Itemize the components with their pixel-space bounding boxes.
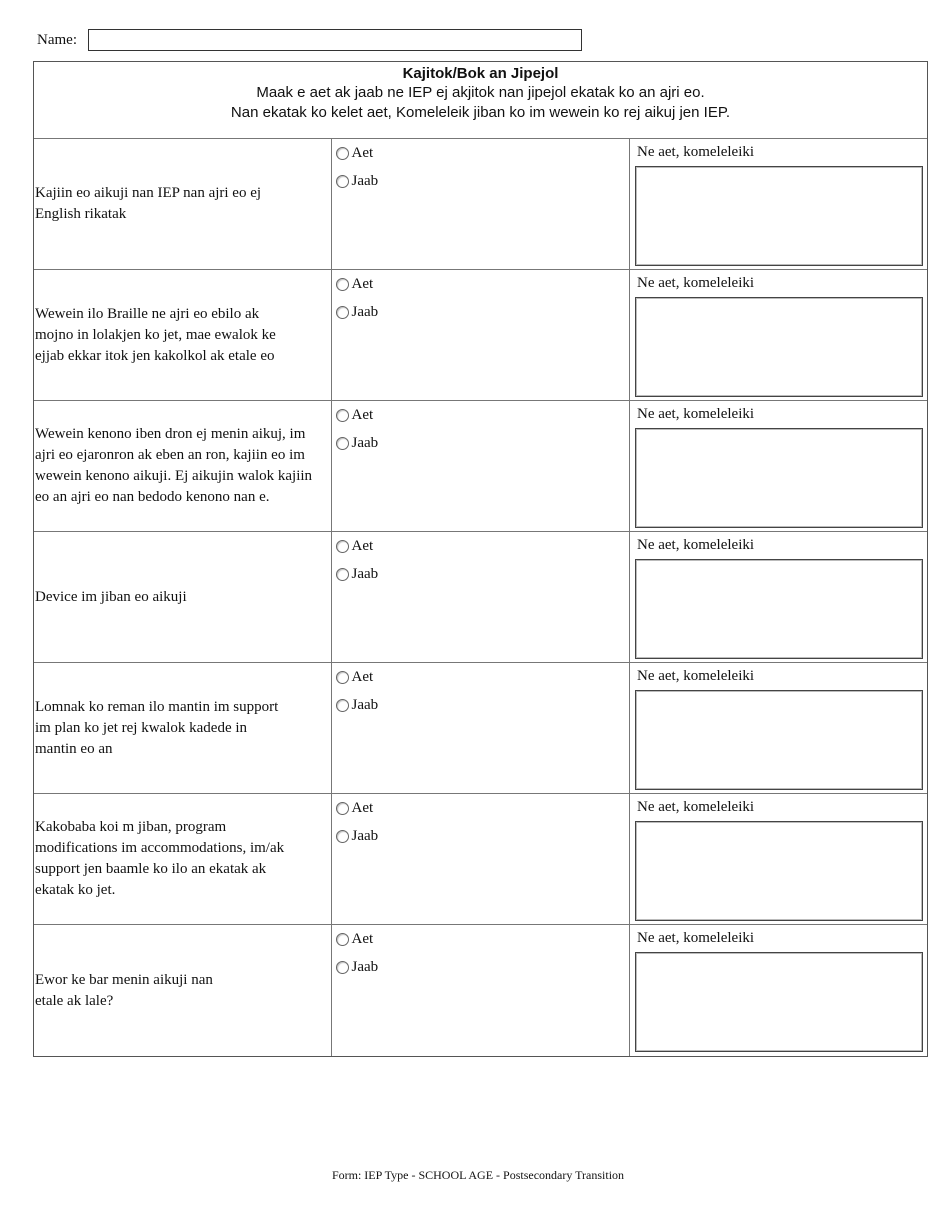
question-line: ajri eo ejaronron ak eben an ron, kajiin eo im xyxy=(35,447,305,463)
comment-input-7[interactable] xyxy=(635,952,923,1052)
comment-cell xyxy=(630,401,927,531)
question-line: support jen baamle ko ilo an ekatak ak xyxy=(35,861,267,877)
answer-options xyxy=(332,532,631,662)
comment-label: Ne aet, komeleleiki xyxy=(637,406,755,422)
answer-options xyxy=(332,270,631,400)
radio-aet-3[interactable] xyxy=(336,406,630,424)
radio-aet-5[interactable] xyxy=(336,668,630,686)
question-line: mantin eo an xyxy=(35,740,113,757)
comment-label: Ne aet, komeleleiki xyxy=(637,537,755,553)
comment-label: Ne aet, komeleleiki xyxy=(637,668,755,684)
radio-label: Aet xyxy=(351,275,374,292)
question-rows xyxy=(34,139,927,1056)
question-row-2 xyxy=(34,270,927,401)
comment-input-2[interactable] xyxy=(635,297,923,397)
question-line: Wewein ilo Braille ne ajri eo ebilo ak xyxy=(35,305,260,322)
radio-label: Jaab xyxy=(351,172,379,189)
radio-label: Aet xyxy=(351,537,374,554)
radio-label: Aet xyxy=(351,668,374,685)
radio-circle-icon[interactable] xyxy=(336,802,349,815)
radio-jaab-1[interactable] xyxy=(336,172,630,190)
radio-circle-icon[interactable] xyxy=(336,147,349,160)
name-row xyxy=(37,27,582,53)
radio-label: Jaab xyxy=(351,303,379,320)
comment-input-4[interactable] xyxy=(635,559,923,659)
radio-circle-icon[interactable] xyxy=(336,671,349,684)
question-lines xyxy=(35,424,312,508)
answer-options xyxy=(332,794,631,924)
form-footer: Form: IEP Type - SCHOOL AGE - Postsecondary Transition xyxy=(331,1168,625,1182)
comment-cell xyxy=(630,925,927,1056)
question-line: Device im jiban eo aikuji xyxy=(35,588,187,605)
question-text xyxy=(34,794,332,924)
question-lines xyxy=(35,587,187,608)
question-line: Kajiin eo aikuji nan IEP nan ajri eo ej xyxy=(35,185,262,201)
radio-jaab-7[interactable] xyxy=(336,958,630,976)
question-line: mojno in lolakjen ko jet, mae ewalok ke xyxy=(35,326,276,343)
radio-circle-icon[interactable] xyxy=(336,437,349,450)
question-text xyxy=(34,270,332,400)
comment-label: Ne aet, komeleleiki xyxy=(637,275,755,291)
comment-label: Ne aet, komeleleiki xyxy=(637,144,755,160)
form-header xyxy=(34,62,927,139)
comment-input-5[interactable] xyxy=(635,690,923,790)
radio-label: Aet xyxy=(351,799,374,816)
radio-aet-7[interactable] xyxy=(336,930,630,948)
answer-options xyxy=(332,925,631,1056)
question-lines xyxy=(35,304,276,367)
name-input[interactable] xyxy=(88,29,582,51)
question-lines xyxy=(35,697,278,760)
question-line: English rikatak xyxy=(35,206,127,222)
answer-options xyxy=(332,663,631,793)
name-label: Name: xyxy=(37,31,77,48)
answer-options xyxy=(332,401,631,531)
radio-circle-icon[interactable] xyxy=(336,306,349,319)
radio-circle-icon[interactable] xyxy=(336,409,349,422)
question-line: etale ak lale? xyxy=(35,992,114,1009)
radio-circle-icon[interactable] xyxy=(336,830,349,843)
radio-label: Aet xyxy=(351,406,374,423)
question-text xyxy=(34,925,332,1056)
question-text xyxy=(34,532,332,662)
question-row-7 xyxy=(34,925,927,1056)
form-instructions-line-2: Nan ekatak ko kelet aet, Komeleleik jiban ko im wewein ko rej aikuj jen IEP. xyxy=(230,104,731,121)
question-lines xyxy=(35,970,213,1012)
comment-input-6[interactable] xyxy=(635,821,923,921)
radio-circle-icon[interactable] xyxy=(336,175,349,188)
answer-options xyxy=(332,139,631,269)
question-text xyxy=(34,401,332,531)
radio-label: Aet xyxy=(351,930,374,947)
form-instructions-line-1: Maak e aet ak jaab ne IEP ej akjitok nan jipejol ekatak ko an ajri eo. xyxy=(256,84,705,101)
form-title: Kajitok/Bok an Jipejol xyxy=(402,65,559,82)
comment-label: Ne aet, komeleleiki xyxy=(637,930,755,946)
radio-label: Jaab xyxy=(351,565,379,582)
question-row-5 xyxy=(34,663,927,794)
question-lines xyxy=(35,817,284,901)
question-line: Kakobaba koi m jiban, program xyxy=(35,819,227,835)
comment-cell xyxy=(630,794,927,924)
radio-label: Jaab xyxy=(351,827,379,844)
question-row-1 xyxy=(34,139,927,270)
question-lines xyxy=(35,183,261,225)
question-text xyxy=(34,139,332,269)
comment-input-3[interactable] xyxy=(635,428,923,528)
question-line: ekatak ko jet. xyxy=(35,882,116,898)
comment-cell xyxy=(630,532,927,662)
radio-aet-1[interactable] xyxy=(336,144,630,162)
question-line: Ewor ke bar menin aikuji nan xyxy=(35,971,213,988)
question-row-3 xyxy=(34,401,927,532)
question-line: Wewein kenono iben dron ej menin aikuj, im xyxy=(35,426,306,442)
radio-jaab-5[interactable] xyxy=(336,696,630,714)
comment-cell xyxy=(630,270,927,400)
radio-jaab-3[interactable] xyxy=(336,434,630,452)
question-line: modifications im accommodations, im/ak xyxy=(35,840,285,856)
question-line: Lomnak ko reman ilo mantin im support xyxy=(35,698,279,715)
comment-label: Ne aet, komeleleiki xyxy=(637,799,755,815)
radio-aet-6[interactable] xyxy=(336,799,630,817)
question-row-6 xyxy=(34,794,927,925)
radio-aet-2[interactable] xyxy=(336,275,630,293)
question-line: wewein kenono aikuji. Ej aikujin walok kajiin xyxy=(35,468,313,484)
radio-aet-4[interactable] xyxy=(336,537,630,555)
radio-circle-icon[interactable] xyxy=(336,568,349,581)
radio-circle-icon[interactable] xyxy=(336,699,349,712)
radio-label: Aet xyxy=(351,144,374,161)
question-line: im plan ko jet rej kwalok kadede in xyxy=(35,719,248,736)
radio-circle-icon[interactable] xyxy=(336,933,349,946)
radio-circle-icon[interactable] xyxy=(336,278,349,291)
radio-jaab-6[interactable] xyxy=(336,827,630,845)
comment-cell xyxy=(630,663,927,793)
radio-jaab-4[interactable] xyxy=(336,565,630,583)
radio-label: Jaab xyxy=(351,434,379,451)
radio-circle-icon[interactable] xyxy=(336,540,349,553)
question-line: ejjab ekkar itok jen kakolkol ak etale eo xyxy=(35,347,275,364)
radio-label: Jaab xyxy=(351,958,379,975)
comment-cell xyxy=(630,139,927,269)
question-row-4 xyxy=(34,532,927,663)
radio-label: Jaab xyxy=(351,696,379,713)
radio-jaab-2[interactable] xyxy=(336,303,630,321)
radio-circle-icon[interactable] xyxy=(336,961,349,974)
transition-form xyxy=(33,61,928,1057)
comment-input-1[interactable] xyxy=(635,166,923,266)
question-text xyxy=(34,663,332,793)
question-line: eo an ajri eo nan bedodo kenono nan e. xyxy=(35,489,270,505)
